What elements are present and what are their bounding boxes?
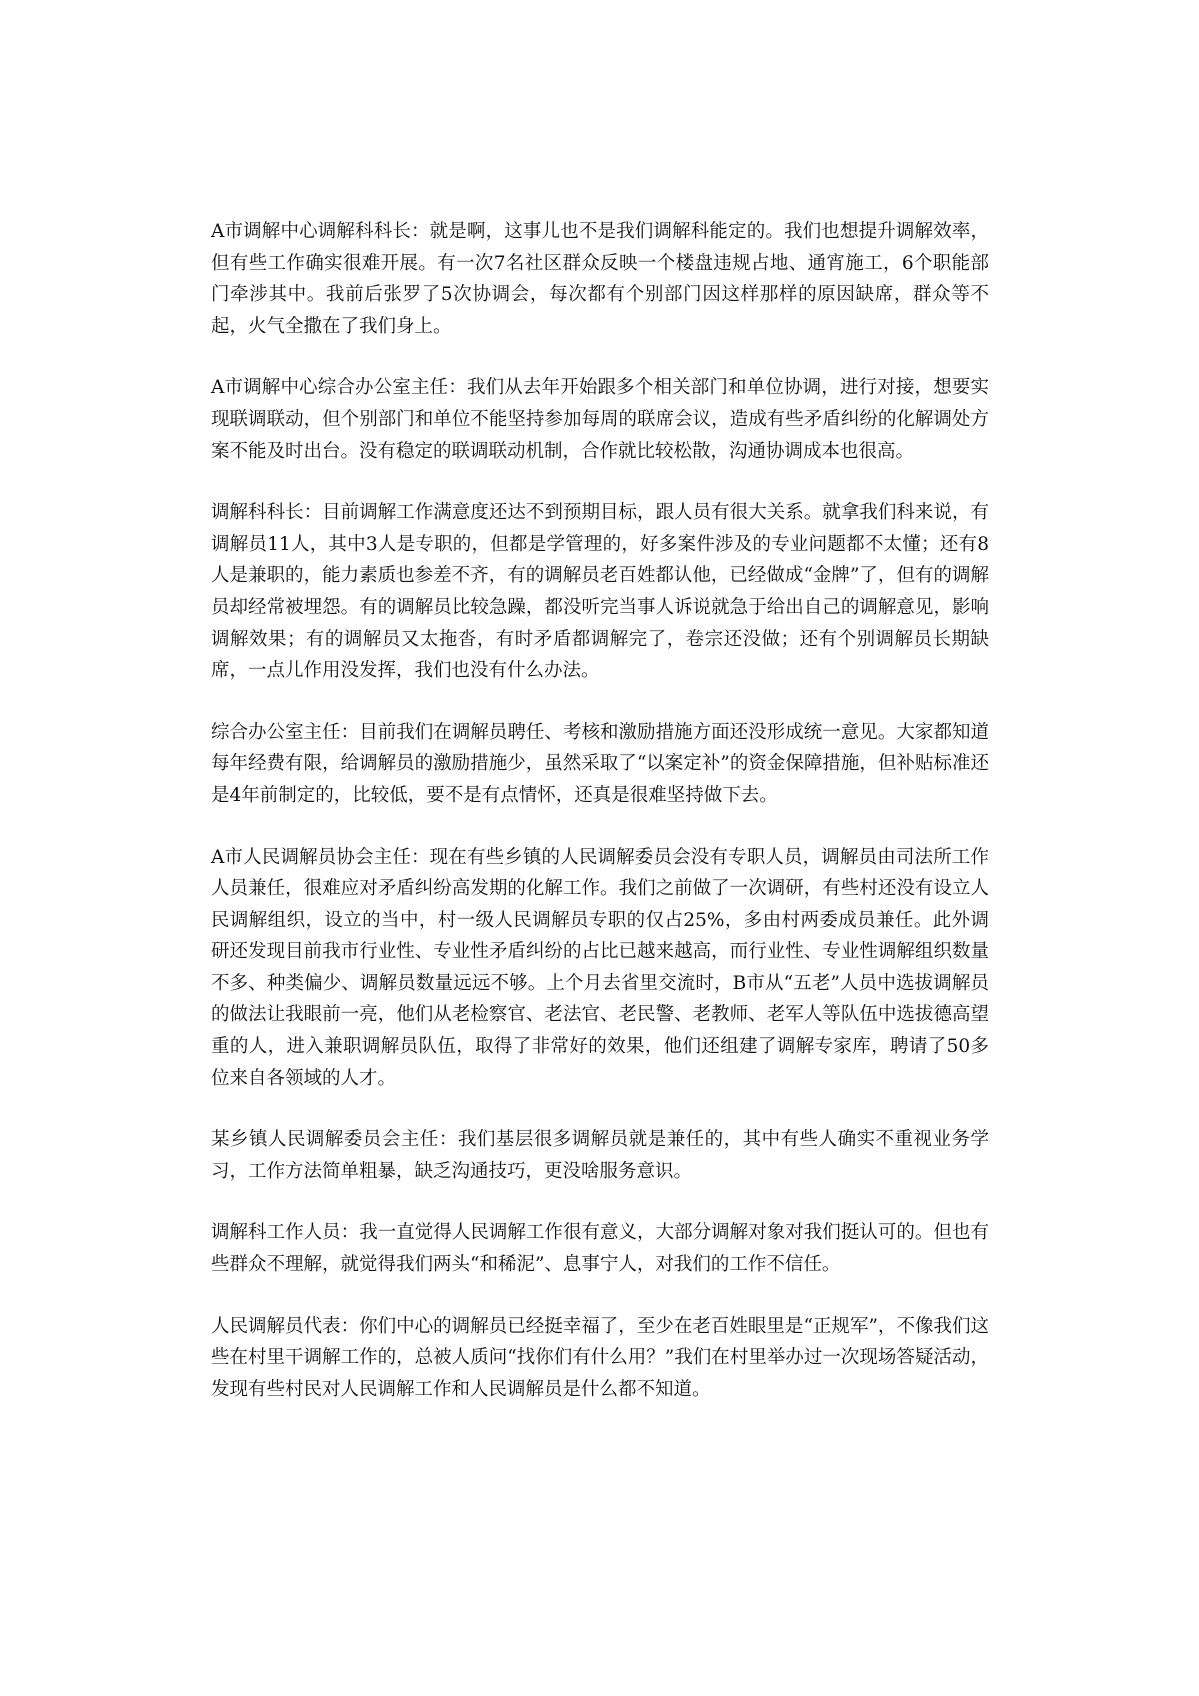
paragraph-township-committee-director: 某乡镇人民调解委员会主任：我们基层很多调解员就是兼任的，其中有些人确实不重视业务学习，工作方法简单粗暴，缺乏沟通技巧，更没啥服务意识。 [211, 1129, 989, 1182]
paragraph-section-chief-staffing: 调解科科长：目前调解工作满意度还达不到预期目标，跟人员有很大关系。就拿我们科来说，有调解员11人，其中3人是专职的，但都是学管理的，好多案件涉及的专业问题都不太懂；还有8人是兼职的，能力素质也参差不齐，有的调解员老百姓都认他，已经做成“金牌”了，但有的调解员却经常被埋怨。有的调解员比较急躁，都没听完当事人诉说就急于给出自己的调解意见，影响调解效果；有的调解员又太拖沓，有时矛盾都调解完了，卷宗还没做；还有个别调解员长期缺席，一点儿作用没发挥，我们也没有什么办法。 [211, 502, 989, 682]
paragraph-mediator-association-director: A市人民调解员协会主任：现在有些乡镇的人民调解委员会没有专职人员，调解员由司法所工作人员兼任，很难应对矛盾纠纷高发期的化解工作。我们之前做了一次调研，有些村还没有设立人民调解组织，设立的当中，村一级人民调解员专职的仅占25%，多由村两委成员兼任。此外调研还发现目前我市行业性、专业性矛盾纠纷的占比已越来越高，而行业性、专业性调解组织数量不多、种类偏少、调解员数量远远不够。上个月去省里交流时，B市从“五老”人员中选拔调解员的做法让我眼前一亮，他们从老检察官、老法官、老民警、老教师、老军人等队伍中选拔德高望重的人，进入兼职调解员队伍，取得了非常好的效果，他们还组建了调解专家库，聘请了50多位来自各领域的人才。 [211, 846, 989, 1089]
paragraph-mediation-staff: 调解科工作人员：我一直觉得人民调解工作很有意义，大部分调解对象对我们挺认可的。但也有些群众不理解，就觉得我们两头“和稀泥”、息事宁人，对我们的工作不信任。 [211, 1222, 989, 1276]
paragraph-office-director-incentives: 综合办公室主任：目前我们在调解员聘任、考核和激励措施方面还没形成统一意见。大家都知道每年经费有限，给调解员的激励措施少，虽然采取了“以案定补”的资金保障措施，但补贴标准还是4年前制定的，比较低，要不是有点情怀，还真是很难坚持做下去。 [211, 721, 989, 806]
paragraph-general-office-director: A市调解中心综合办公室主任：我们从去年开始跟多个相关部门和单位协调，进行对接，想要实现联调联动，但个别部门和单位不能坚持参加每周的联席会议，造成有些矛盾纠纷的化解调处方案不能及时出台。没有稳定的联调联动机制，合作就比较松散，沟通协调成本也很高。 [211, 377, 989, 462]
document-body [211, 216, 989, 1435]
paragraph-mediator-representative: 人民调解员代表：你们中心的调解员已经挺幸福了，至少在老百姓眼里是“正规军”，不像我们这些在村里干调解工作的，总被人质问“找你们有什么用？”我们在村里举办过一次现场答疑活动，发现有些村民对人民调解工作和人民调解员是什么都不知道。 [211, 1315, 989, 1400]
paragraph-mediation-section-chief: A市调解中心调解科科长：就是啊，这事儿也不是我们调解科能定的。我们也想提升调解效率，但有些工作确实很难开展。有一次7名社区群众反映一个楼盘违规占地、通宵施工，6个职能部门牵涉其中。我前后张罗了5次协调会，每次都有个别部门因这样那样的原因缺席，群众等不起，火气全撒在了我们身上。 [211, 221, 989, 337]
